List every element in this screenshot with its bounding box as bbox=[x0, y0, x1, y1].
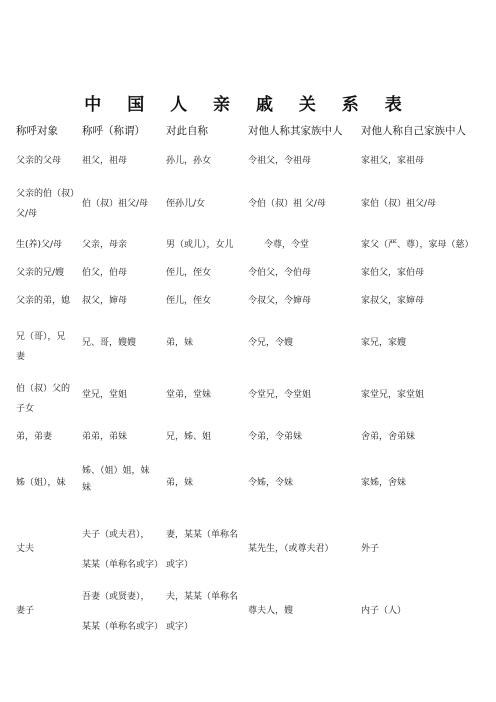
table-cell: 家叔父，家婶母 bbox=[361, 296, 425, 306]
table-cell: 令弟，令弟妹 bbox=[248, 432, 303, 442]
cell-line: 某某（单称名或字） bbox=[82, 560, 164, 570]
table-cell: 姊（姐），妹 bbox=[16, 478, 66, 488]
cell-line: 父/母 bbox=[16, 209, 38, 219]
cell-line: 妻 bbox=[16, 352, 26, 362]
table-cell: 令尊，令堂 bbox=[264, 240, 310, 250]
table-cell bbox=[82, 527, 163, 573]
cell-line: 某某（单称名或字） bbox=[82, 622, 164, 632]
table-cell: 家伯父，家伯母 bbox=[361, 268, 425, 278]
table-cell: 家堂兄，家堂姐 bbox=[361, 390, 425, 400]
table-cell bbox=[16, 379, 70, 419]
table-cell: 祖父，祖母 bbox=[82, 156, 128, 166]
table-cell: 兄，姊、姐 bbox=[166, 432, 212, 442]
header-cell: 称呼对象 bbox=[16, 125, 58, 137]
table-cell: 令堂兄，令堂姐 bbox=[248, 390, 312, 400]
table-cell: 堂兄，堂姐 bbox=[82, 390, 128, 400]
table-cell bbox=[16, 184, 79, 224]
table-cell: 父亲的弟，媳 bbox=[16, 296, 71, 306]
header-cell: 对他人称自己家族中人 bbox=[361, 125, 466, 137]
table-cell: 伯（叔）祖父/母 bbox=[82, 199, 149, 209]
table-cell: 叔父，婶母 bbox=[82, 296, 128, 306]
table-cell: 内子（人） bbox=[361, 606, 407, 616]
table-cell: 兄、哥，嫂嫂 bbox=[82, 338, 137, 348]
table-cell: 侄儿，侄女 bbox=[166, 296, 212, 306]
table-cell: 家兄，家嫂 bbox=[361, 338, 407, 348]
cell-line: 父亲的伯（叔） bbox=[16, 189, 80, 199]
table-cell: 弟，妹 bbox=[166, 338, 194, 348]
table-cell: 某先生，（或尊夫君） bbox=[248, 544, 334, 554]
table-cell: 令姊，令妹 bbox=[248, 478, 294, 488]
header-cell: 对他人称其家族中人 bbox=[248, 125, 343, 137]
header-cell: 称呼（称谓） bbox=[82, 125, 145, 137]
table-cell: 侄儿，侄女 bbox=[166, 268, 212, 278]
table-cell: 侄孙儿/女 bbox=[166, 199, 206, 209]
table-cell: 家父（严、尊），家母（慈） bbox=[361, 240, 474, 250]
page-title: 中 国 人 亲 戚 关 系 表 bbox=[84, 95, 412, 115]
table-cell bbox=[166, 589, 238, 635]
table-cell: 弟，弟妻 bbox=[16, 432, 53, 442]
table-cell: 生(养)父/母 bbox=[16, 240, 63, 250]
table-cell: 父亲，母亲 bbox=[82, 240, 128, 250]
cell-line: 夫，某某（单称名 bbox=[166, 592, 239, 602]
table-cell bbox=[82, 463, 150, 497]
cell-line: 或字） bbox=[166, 560, 194, 570]
cell-line: 夫子（或夫君）， bbox=[82, 530, 150, 540]
table-cell: 令伯父，令伯母 bbox=[248, 268, 312, 278]
cell-line: 妻，某某（单称名 bbox=[166, 530, 239, 540]
table-cell: 妻子 bbox=[16, 606, 35, 616]
table-cell: 男（或儿），女儿 bbox=[166, 240, 234, 250]
table-cell: 令伯（叔）祖 父/母 bbox=[248, 199, 326, 209]
table-cell: 堂弟，堂妹 bbox=[166, 390, 212, 400]
table-cell: 舍弟，舍弟妹 bbox=[361, 432, 416, 442]
table-cell: 令兄，令嫂 bbox=[248, 338, 294, 348]
table-cell: 弟弟，弟妹 bbox=[82, 432, 128, 442]
table-cell: 父亲的兄/嫂 bbox=[16, 268, 65, 278]
table-cell: 伯父，伯母 bbox=[82, 268, 128, 278]
cell-line: 吾妻（或贤妻）， bbox=[82, 592, 150, 602]
table-cell: 父亲的父母 bbox=[16, 156, 62, 166]
table-cell: 丈夫 bbox=[16, 544, 35, 554]
table-cell: 尊夫人，嫂 bbox=[248, 606, 294, 616]
cell-line: 或字） bbox=[166, 622, 194, 632]
table-cell: 家祖父，家祖母 bbox=[361, 156, 425, 166]
cell-line: 妹 bbox=[82, 483, 92, 493]
table-cell: 令祖父，令祖母 bbox=[248, 156, 312, 166]
table-cell: 令叔父，令婶母 bbox=[248, 296, 312, 306]
table-cell: 弟，妹 bbox=[166, 478, 194, 488]
table-cell bbox=[166, 527, 238, 573]
table-cell bbox=[82, 589, 163, 635]
cell-line: 子女 bbox=[16, 404, 35, 414]
header-cell: 对此自称 bbox=[166, 125, 208, 137]
cell-line: 伯（叔）父的 bbox=[16, 384, 71, 394]
cell-line: 姊、（姐）姐，妹 bbox=[82, 466, 150, 476]
table-cell: 孙儿，孙女 bbox=[166, 156, 212, 166]
cell-line: 兄（哥），兄 bbox=[16, 332, 66, 342]
table-cell: 家姊，舍妹 bbox=[361, 478, 407, 488]
table-cell: 家伯（叔）祖父/母 bbox=[361, 199, 437, 209]
table-cell: 外子 bbox=[361, 544, 380, 554]
table-cell bbox=[16, 327, 66, 367]
